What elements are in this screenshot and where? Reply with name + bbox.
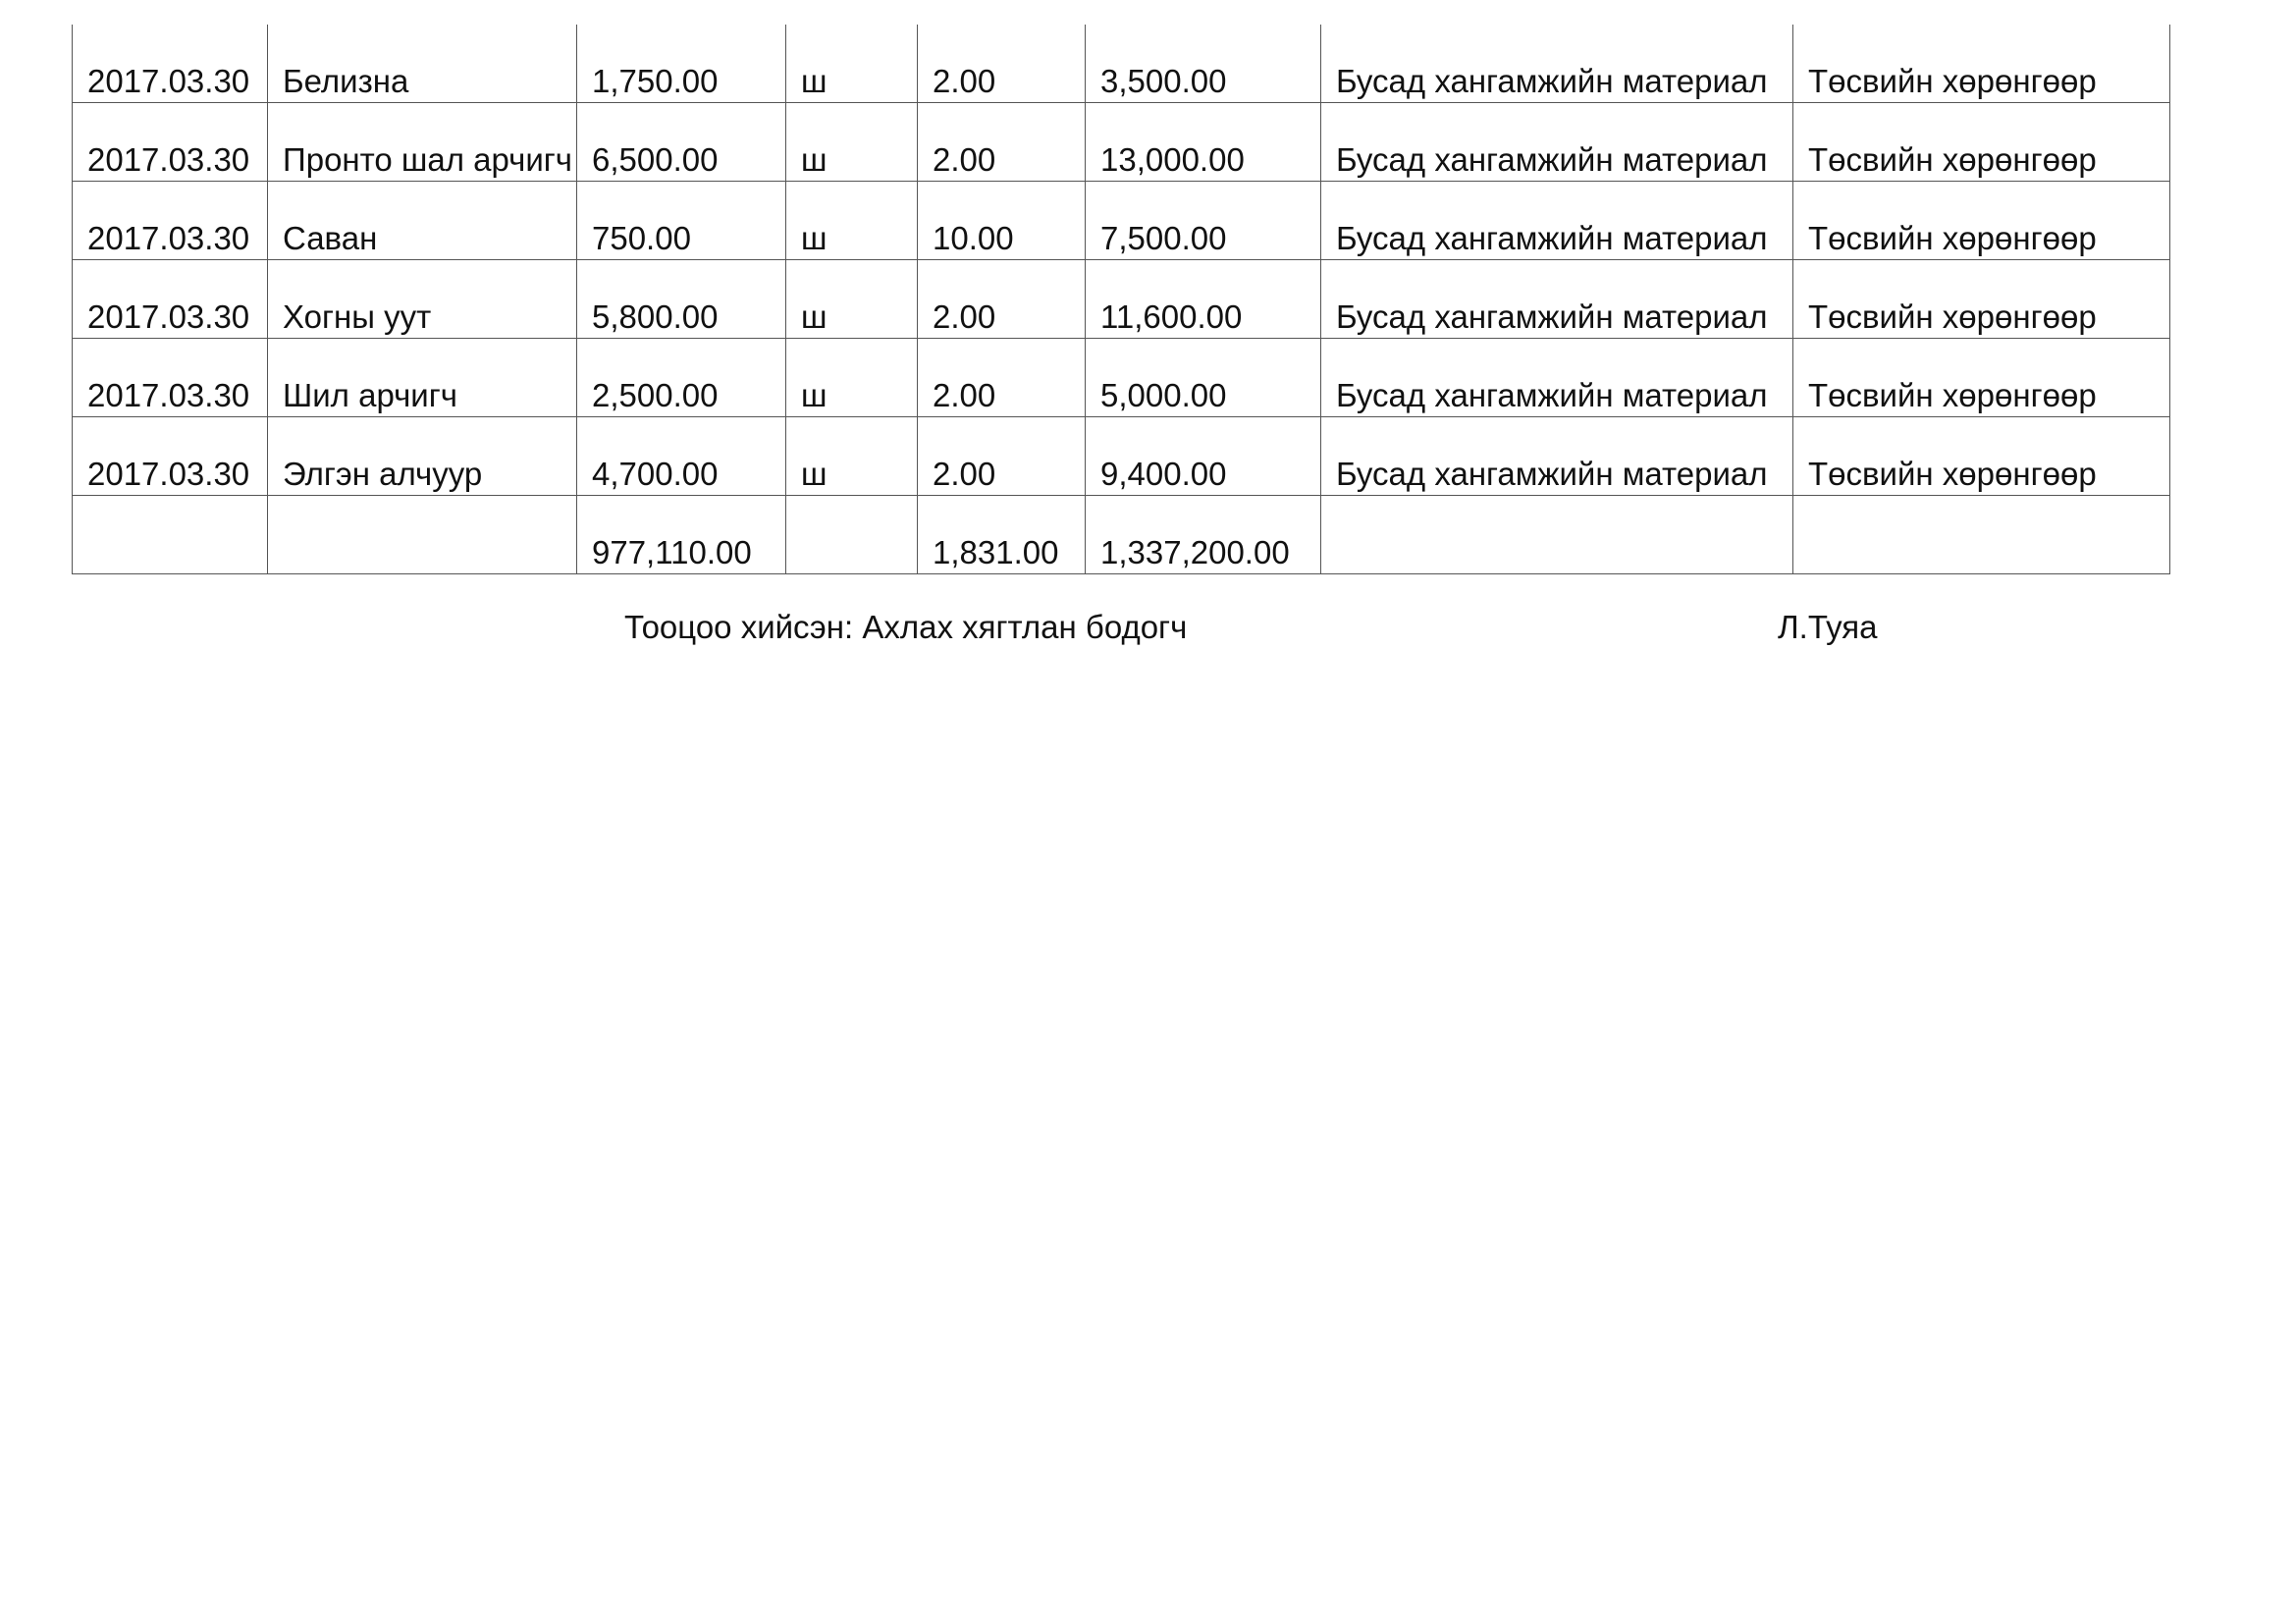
unit-cell: ш (786, 103, 918, 182)
unit-price-cell: 6,500.00 (577, 103, 786, 182)
empty-cell (786, 496, 918, 574)
category-cell: Бусад хангамжийн материал (1321, 260, 1793, 339)
table-row (73, 182, 2170, 260)
table-row (73, 25, 2170, 103)
empty-cell (268, 496, 577, 574)
unit-cell: ш (786, 260, 918, 339)
total-quantity-cell: 1,831.00 (918, 496, 1086, 574)
amount-cell: 7,500.00 (1086, 182, 1321, 260)
quantity-cell: 2.00 (918, 260, 1086, 339)
unit-cell: ш (786, 25, 918, 103)
empty-cell (1793, 496, 2170, 574)
funding-source-cell: Төсвийн хөрөнгөөр (1793, 260, 2170, 339)
item-name-cell: Шил арчигч (268, 339, 577, 417)
total-price-cell: 977,110.00 (577, 496, 786, 574)
quantity-cell: 2.00 (918, 339, 1086, 417)
unit-cell: ш (786, 417, 918, 496)
quantity-cell: 2.00 (918, 417, 1086, 496)
item-name-cell: Элгэн алчуур (268, 417, 577, 496)
date-cell: 2017.03.30 (73, 182, 268, 260)
table-row (73, 339, 2170, 417)
category-cell: Бусад хангамжийн материал (1321, 417, 1793, 496)
empty-cell (73, 496, 268, 574)
category-cell: Бусад хангамжийн материал (1321, 339, 1793, 417)
date-cell: 2017.03.30 (73, 103, 268, 182)
table-row (73, 260, 2170, 339)
amount-cell: 5,000.00 (1086, 339, 1321, 417)
prepared-by-text: Тооцоо хийсэн: Ахлах хягтлан бодогч (624, 609, 1188, 645)
amount-cell: 11,600.00 (1086, 260, 1321, 339)
unit-cell: ш (786, 182, 918, 260)
table-row (73, 103, 2170, 182)
unit-price-cell: 4,700.00 (577, 417, 786, 496)
empty-cell (1321, 496, 1793, 574)
item-name-cell: Хогны уут (268, 260, 577, 339)
date-cell: 2017.03.30 (73, 25, 268, 103)
unit-price-cell: 1,750.00 (577, 25, 786, 103)
unit-price-cell: 5,800.00 (577, 260, 786, 339)
table-row (73, 417, 2170, 496)
amount-cell: 9,400.00 (1086, 417, 1321, 496)
quantity-cell: 2.00 (918, 25, 1086, 103)
funding-source-cell: Төсвийн хөрөнгөөр (1793, 417, 2170, 496)
funding-source-cell: Төсвийн хөрөнгөөр (1793, 339, 2170, 417)
totals-row (73, 496, 2170, 574)
quantity-cell: 10.00 (918, 182, 1086, 260)
expense-table (72, 25, 2170, 574)
category-cell: Бусад хангамжийн материал (1321, 25, 1793, 103)
item-name-cell: Белизна (268, 25, 577, 103)
amount-cell: 3,500.00 (1086, 25, 1321, 103)
amount-cell: 13,000.00 (1086, 103, 1321, 182)
date-cell: 2017.03.30 (73, 339, 268, 417)
total-amount-cell: 1,337,200.00 (1086, 496, 1321, 574)
category-cell: Бусад хангамжийн материал (1321, 182, 1793, 260)
funding-source-cell: Төсвийн хөрөнгөөр (1793, 25, 2170, 103)
date-cell: 2017.03.30 (73, 417, 268, 496)
item-name-cell: Пронто шал арчигч (268, 103, 577, 182)
date-cell: 2017.03.30 (73, 260, 268, 339)
funding-source-cell: Төсвийн хөрөнгөөр (1793, 182, 2170, 260)
unit-price-cell: 750.00 (577, 182, 786, 260)
item-name-cell: Саван (268, 182, 577, 260)
unit-cell: ш (786, 339, 918, 417)
signer-name: Л.Туяа (1778, 609, 1878, 645)
quantity-cell: 2.00 (918, 103, 1086, 182)
funding-source-cell: Төсвийн хөрөнгөөр (1793, 103, 2170, 182)
unit-price-cell: 2,500.00 (577, 339, 786, 417)
category-cell: Бусад хангамжийн материал (1321, 103, 1793, 182)
